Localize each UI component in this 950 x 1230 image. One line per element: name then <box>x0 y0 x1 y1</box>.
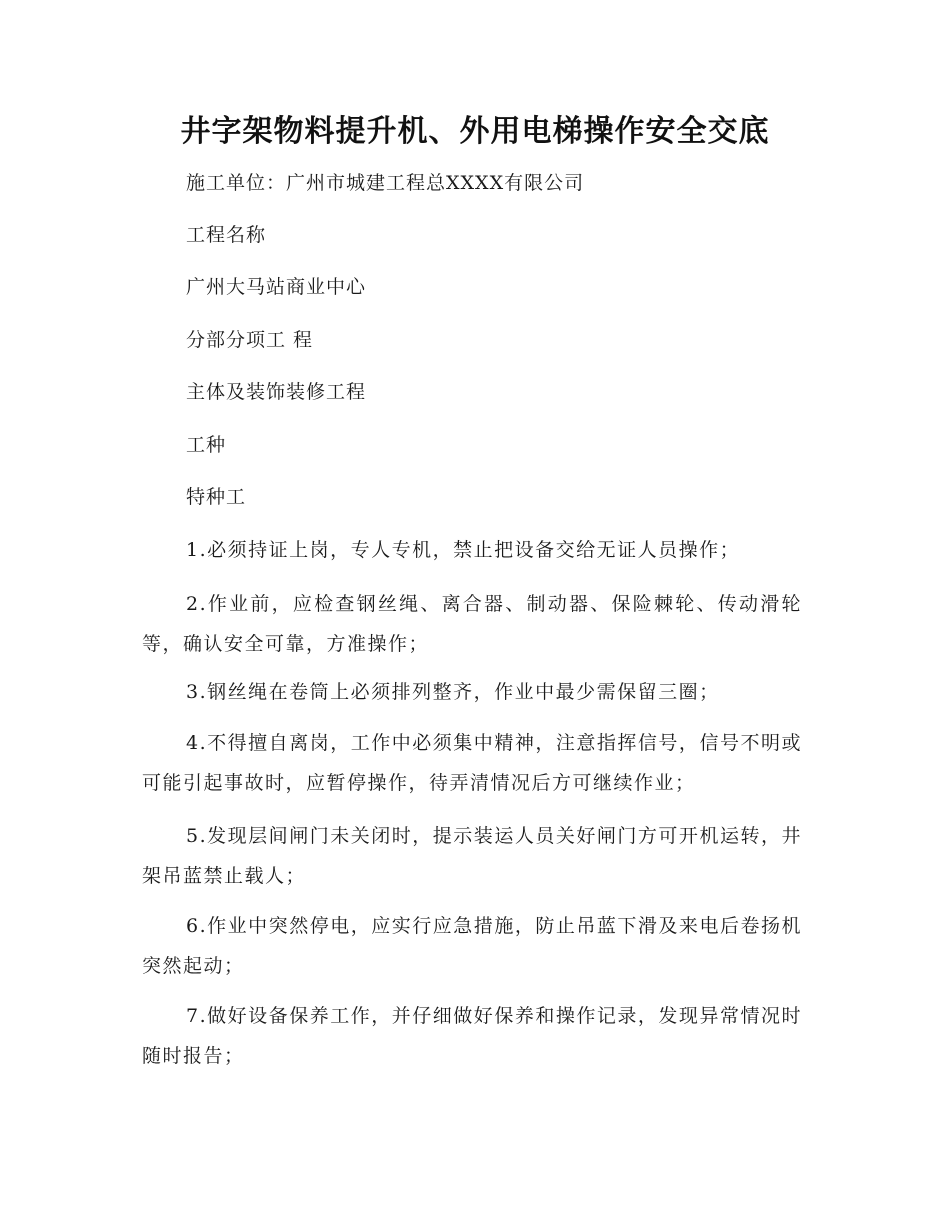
document-title: 井字架物料提升机、外用电梯操作安全交底 <box>180 114 770 149</box>
safety-item-3: 3.钢丝绳在卷筒上必须排列整齐，作业中最少需保留三圈； <box>186 681 720 703</box>
safety-item-2: 2.作业前，应检查钢丝绳、离合器、制动器、保险棘轮、传动滑轮等，确认安全可靠，方准操作； <box>142 593 802 655</box>
project-name-value: 广州大马站商业中心 <box>186 276 367 298</box>
trade-value: 特种工 <box>186 486 247 508</box>
trade-label: 工种 <box>186 434 227 456</box>
safety-item-7: 7.做好设备保养工作，并仔细做好保养和操作记录，发现异常情况时随时报告； <box>142 1005 802 1067</box>
division-value: 主体及装饰装修工程 <box>186 381 367 403</box>
safety-item-4: 4.不得擅自离岗，工作中必须集中精神，注意指挥信号，信号不明或可能引起事故时，应暂停操作，待弄清情况后方可继续作业； <box>142 732 802 794</box>
safety-item-5: 5.发现层间闸门未关闭时，提示装运人员关好闸门方可开机运转，井架吊蓝禁止载人； <box>142 825 802 887</box>
safety-item-6: 6.作业中突然停电，应实行应急措施，防止吊蓝下滑及来电后卷扬机突然起动； <box>142 915 802 977</box>
construction-unit: 施工单位：广州市城建工程总XXXX有限公司 <box>186 172 585 194</box>
project-name-label: 工程名称 <box>186 224 267 246</box>
safety-item-1: 1.必须持证上岗，专人专机，禁止把设备交给无证人员操作； <box>186 539 741 561</box>
division-label: 分部分项工 程 <box>186 329 314 351</box>
